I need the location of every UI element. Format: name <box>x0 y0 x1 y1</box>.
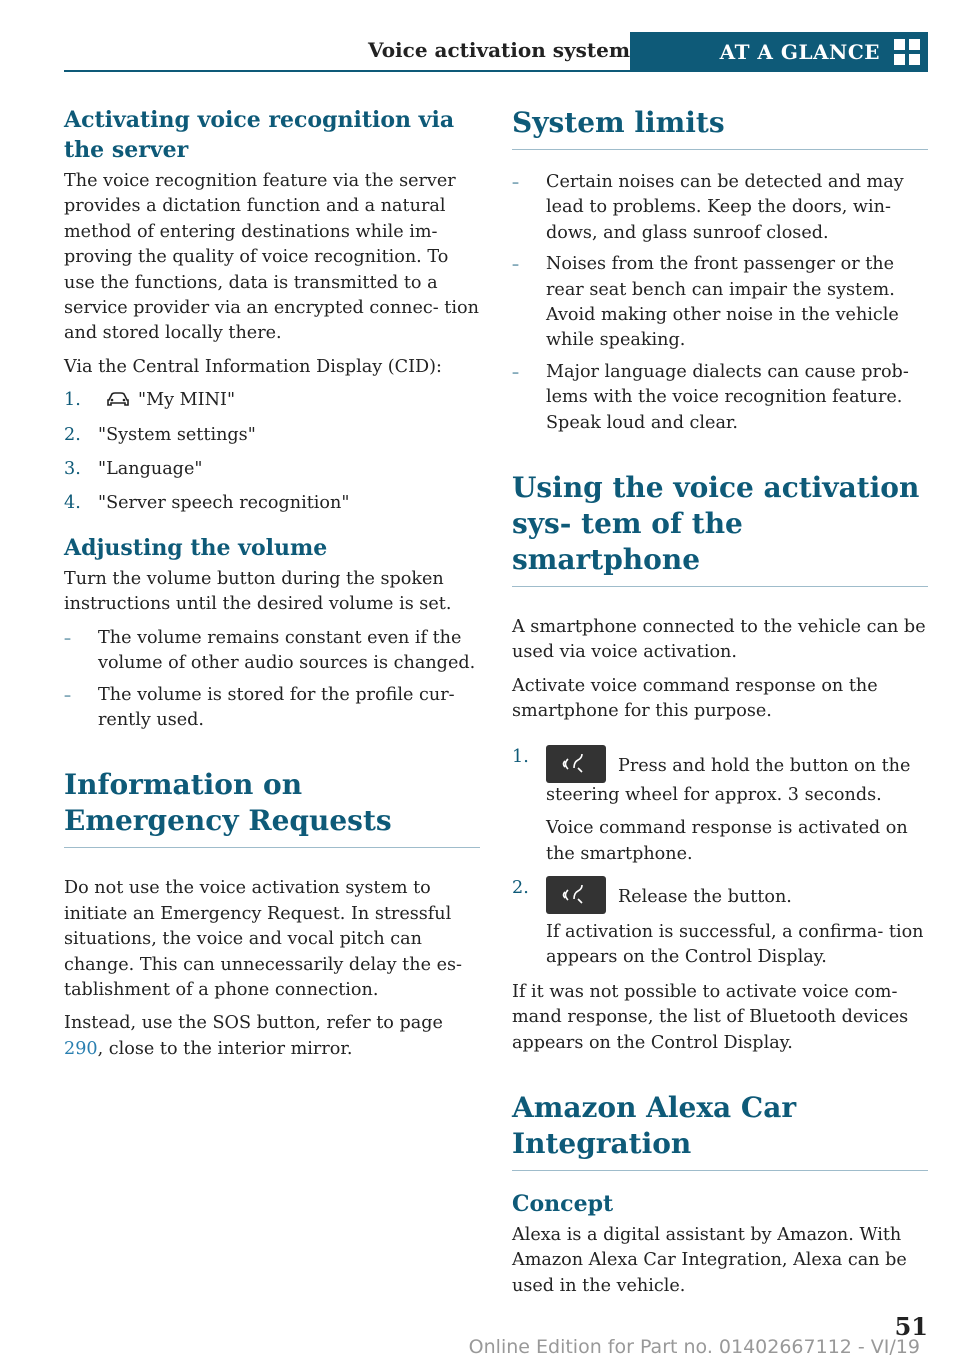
header-chapter-label: AT A GLANCE <box>719 40 880 64</box>
page-link[interactable]: 290 <box>64 1038 98 1059</box>
step-subtext: Voice command response is activated on the smartphone. <box>546 818 908 864</box>
bullet-text: Noises from the front passenger or the rear seat bench can impair the system. Avoid making other noise in the vehicle while speaking. <box>546 254 899 351</box>
step-number: 3. <box>64 459 81 480</box>
page-header <box>64 32 928 72</box>
list-item <box>512 745 928 867</box>
paragraph-server: The voice recognition feature via the server provides a dictation function and a natural method of entering destinations while im‐ proving the quality of voice recognition. To use the functions, data is transmitted to a service provider via an encrypted connec‐ tion and stored locally there. <box>64 171 479 344</box>
heading-smartphone: Using the voice activation sys‐ tem of the smartphone <box>512 470 928 587</box>
bullet-text: Certain noises can be detected and may lead to problems. Keep the doors, win‐ dows, and glass sunroof closed. <box>546 172 904 243</box>
step-subtext: If activation is successful, a confirma‐ tion appears on the Control Display. <box>546 921 924 968</box>
paragraph-volume: Turn the volume button during the spoken instructions until the desired volume is set. <box>64 568 452 615</box>
step-number: 2. <box>64 424 81 445</box>
paragraph-smartphone-2: Activate voice command response on the smartphone for this purpose. <box>512 675 878 722</box>
list-item <box>64 457 480 482</box>
heading-system-limits: System limits <box>512 105 928 150</box>
list-item <box>64 626 480 677</box>
list-item <box>512 360 928 436</box>
step-text: Press and hold the button on the steering wheel for approx. 3 seconds. <box>546 755 911 805</box>
paragraph-smartphone-3: If it was not possible to activate voice com‐ mand response, the list of Bluetooth devices appears on the Control Display. <box>512 981 909 1053</box>
heading-emergency: Information on Emergency Requests <box>64 767 480 848</box>
step-text: Release the button. <box>618 886 792 907</box>
step-text: "Server speech recognition" <box>98 493 350 514</box>
step-text: "My MINI" <box>138 390 236 411</box>
header-rule <box>64 70 928 72</box>
bullet-text: The volume is stored for the profile cur‐ rently used. <box>98 684 455 730</box>
footer-edition: Online Edition for Part no. 01402667112 - VI/19 <box>468 1336 920 1358</box>
paragraph-instead: Instead, use the SOS button, refer to page 290, close to the interior mirror. <box>64 1013 443 1059</box>
grid-icon <box>894 39 920 65</box>
list-item <box>64 683 480 734</box>
step-number: 1. <box>64 390 81 411</box>
cid-steps <box>64 388 480 517</box>
paragraph-emergency: Do not use the voice activation system to initiate an Emergency Request. In stressful situations, the voice and vocal pitch can change. This can unnecessarily delay the es‐ tablishment of a phone connection. <box>64 878 462 1000</box>
header-chapter-tab <box>630 32 928 72</box>
step-text: "System settings" <box>98 424 256 445</box>
car-icon <box>106 391 130 407</box>
header-section-title: Voice activation system <box>368 38 630 62</box>
paragraph-smartphone-1: A smartphone connected to the vehicle can be used via voice activation. <box>512 617 926 663</box>
paragraph-via-cid: Via the Central Information Display (CID): <box>64 356 442 377</box>
volume-bullets <box>64 626 480 734</box>
paragraph-concept: Alexa is a digital assistant by Amazon. With Amazon Alexa Car Integration, Alexa can be used in the vehicle. <box>512 1224 907 1296</box>
list-item <box>64 491 480 516</box>
step-text: "Language" <box>98 459 203 480</box>
voice-button-icon <box>546 745 606 783</box>
page-number: 51 <box>894 1312 928 1341</box>
list-item <box>512 170 928 246</box>
left-column <box>64 105 480 1070</box>
step-number: 4. <box>64 493 81 514</box>
bullet-text: Major language dialects can cause prob‐ lems with the voice recognition feature. Speak loud and clear. <box>546 361 909 433</box>
list-item <box>64 388 480 413</box>
heading-alexa: Amazon Alexa Car Integration <box>512 1090 928 1171</box>
list-item <box>512 876 928 971</box>
limits-bullets <box>512 170 928 436</box>
heading-server: Activating voice recognition via the server <box>64 107 455 163</box>
voice-button-icon <box>546 876 606 914</box>
step-number: 2. <box>512 877 529 898</box>
list-item <box>64 423 480 448</box>
right-column <box>512 105 928 1307</box>
heading-concept: Concept <box>512 1190 614 1217</box>
smartphone-steps <box>512 745 928 971</box>
step-number: 1. <box>512 746 529 767</box>
bullet-text: The volume remains constant even if the volume of other audio sources is changed. <box>98 627 476 674</box>
heading-volume: Adjusting the volume <box>64 534 328 561</box>
list-item <box>512 252 928 354</box>
